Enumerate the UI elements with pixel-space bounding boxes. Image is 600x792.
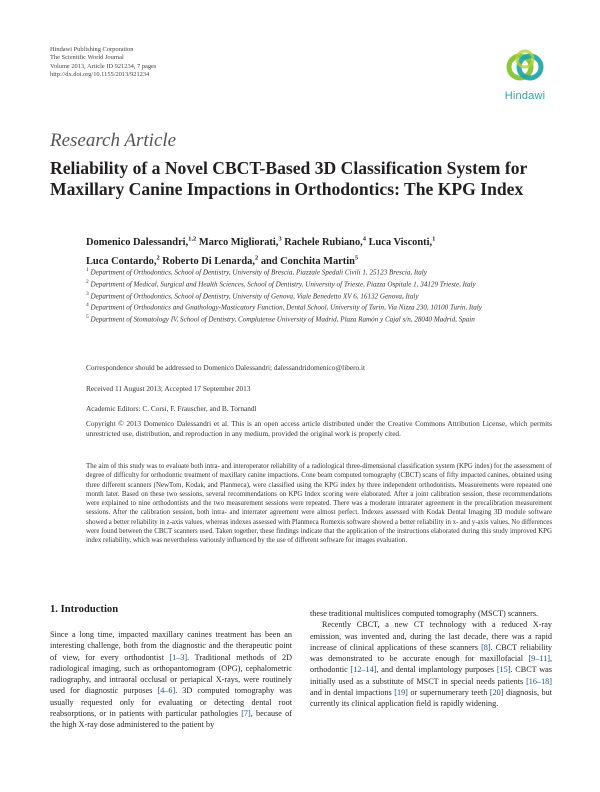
citation-link[interactable]: [4–6] [157, 686, 176, 696]
author: Rachele Rubiano,$^4$ [284, 236, 366, 249]
body-column-right [310, 608, 552, 710]
abstract: The aim of this study was to evaluate both intra- and interoperator reliability of a radiological three-dimensional classification system (KPG index) for the assessment of degree of difficulty for orthodontic treatment of maxillary canine impactions. Cone beam computed tomography (CBCT) scans of fifty impacted canines, obtained using three different scanners (NewTom, Kodak, and Planmeca), were classified using the KPG index by three independent orthodontists. Measurements were repeated one month later. Based on these two sessions, several recommendations on KPG Index scoring were elaborated. After a joint calibration session, these recommendations were explained to nine orthodontists and the two measurement sessions were repeated. There was a moderate intrarater agreement in the precalibration measurement sessions. After the calibration session, both intra- and interrater agreement were almost perfect. Indexes assessed with Kodak Dental Imaging 3D module software showed a better reliability in z-axis values, whereas indexes assessed with Planmeca Romexis software showed a better reliability in x- and y-axis values. No differences were found between the CBCT scanners used. Taken together, these findings indicate that the application of the instructions elaborated during this study improved KPG index reliability, which was nevertheless variously influenced by the use of different software for images evaluation. [86, 463, 552, 545]
author: Luca Visconti,$^1$ [368, 236, 436, 249]
hindawi-logo [497, 46, 553, 106]
hindawi-logo-icon [497, 46, 553, 90]
author: Roberto Di Lenarda,$^2$ [162, 254, 259, 267]
article-title: Reliability of a Novel CBCT-Based 3D Classification System for Maxillary Canine Impactions in Orthodontics: The KPG Index [50, 158, 527, 199]
article-type: Research Article [50, 130, 177, 151]
correspondence: Correspondence should be addressed to Domenico Dalessandri; dalessandridomenico@libero.it [86, 363, 366, 372]
logo-text: Hindawi [504, 90, 546, 102]
author: Domenico Dalessandri,$^{1,2}$ [86, 236, 197, 249]
citation-link[interactable]: [9–11] [528, 654, 550, 664]
author: and Conchita Martin$^5$ [260, 254, 359, 267]
citation-link[interactable]: [7] [241, 709, 251, 719]
author: Marco Migliorati,$^3$ [198, 236, 282, 249]
affiliation: $^4$ Department of Orthodontics and Gnathology-Masticatory Function, Dental School, University of Turin, Via Nizza 230, 10100 Turin, Italy [86, 302, 482, 312]
journal-name: The Scientific World Journal [50, 54, 124, 62]
affiliation: $^2$ Department of Medical, Surgical and Health Sciences, School of Dentistry, University of Trieste, Piazza Ospitale 1, 34129 Trieste, Italy [86, 278, 476, 289]
affiliation: $^1$ Department of Orthodontics, School of Dentistry, University of Brescia, Piazzale Spedali Civili 1, 25123 Brescia, Italy [86, 267, 427, 277]
copyright-notice: Copyright © 2013 Domenico Dalessandri et al. This is an open access article distributed under the Creative Commons Attribution License, which permits unrestricted use, distribution, and reproduction in any medium, provided the original work is properly cited. [86, 419, 552, 438]
citation-link[interactable]: [8] [481, 642, 491, 652]
paragraph: Recently CBCT, a new CT technology with a reduced X-ray emission, was invented and, during the last decade, there was a rapid increase of clinical applications of these scanners [8]. CBCT reliability was demonstrated to be accurate enough for maxillofacial [9–11], orthodontic [12–14], and dental implantology purposes [15]. CBCT was initially used as a substitute of MSCT in special needs patients [16–18] and in dental impactions [19] or supernumerary teeth [20] diagnosis, but currently its clinical application field is rapidly widening. [310, 620, 552, 709]
affiliations [86, 266, 556, 325]
journal-info [50, 46, 156, 80]
paragraph: Since a long time, impacted maxillary canines treatment has been an interesting challenge, both from the diagnostic and the therapeutic point of view, for every orthodontist [1–3]. Traditional methods of 2D radiological imaging, such as orthopantomogram (OPG), cephalometric radiography, and intraoral occlusal or periapical X-rays, were routinely used for diagnostic purposes [4–6]. 3D computed tomography was usually requested only for evaluating or detecting dental root reabsorptions, or in patients with particular pathologies [7], because of the high X-ray dose administered to the patient by [50, 630, 292, 730]
citation-link[interactable]: [19] [394, 688, 408, 698]
citation-link[interactable]: [12–14] [350, 665, 377, 675]
volume-info: Volume 2013, Article ID 921234, 7 pages [50, 62, 157, 70]
section-heading: 1. Introduction [50, 604, 119, 615]
publisher: Hindawi Publishing Corporation [50, 46, 134, 53]
doi-link[interactable]: http://dx.doi.org/10.1155/2013/921234 [50, 71, 150, 79]
affiliation: $^5$ Department of Stomatology IV, School of Dentistry, Complutense University of Madrid, Plaza Ramón y Cajal s/n, 28040 Madrid, Spain [86, 314, 475, 324]
paragraph: these traditional multislices computed tomography (MSCT) scanners. [310, 609, 539, 618]
citation-link[interactable]: [20] [489, 688, 504, 698]
citation-link[interactable]: [15] [496, 665, 511, 675]
received-dates: Received 11 August 2013; Accepted 17 September 2013 [86, 384, 251, 393]
academic-editors: Academic Editors: C. Corsi, F. Frauscher, and B. Tornandl [86, 404, 257, 413]
author-list [86, 232, 556, 269]
author: Luca Contardo,$^2$ [86, 254, 160, 267]
affiliation: $^3$ Department of Orthodontics, School of Dentistry, University of Genova, Viale Benedetto XV 6, 16132 Genova, Italy [86, 290, 419, 300]
body-column-left [50, 629, 292, 731]
citation-link[interactable]: [16–18] [526, 676, 552, 686]
citation-link[interactable]: [1–3] [169, 652, 188, 662]
